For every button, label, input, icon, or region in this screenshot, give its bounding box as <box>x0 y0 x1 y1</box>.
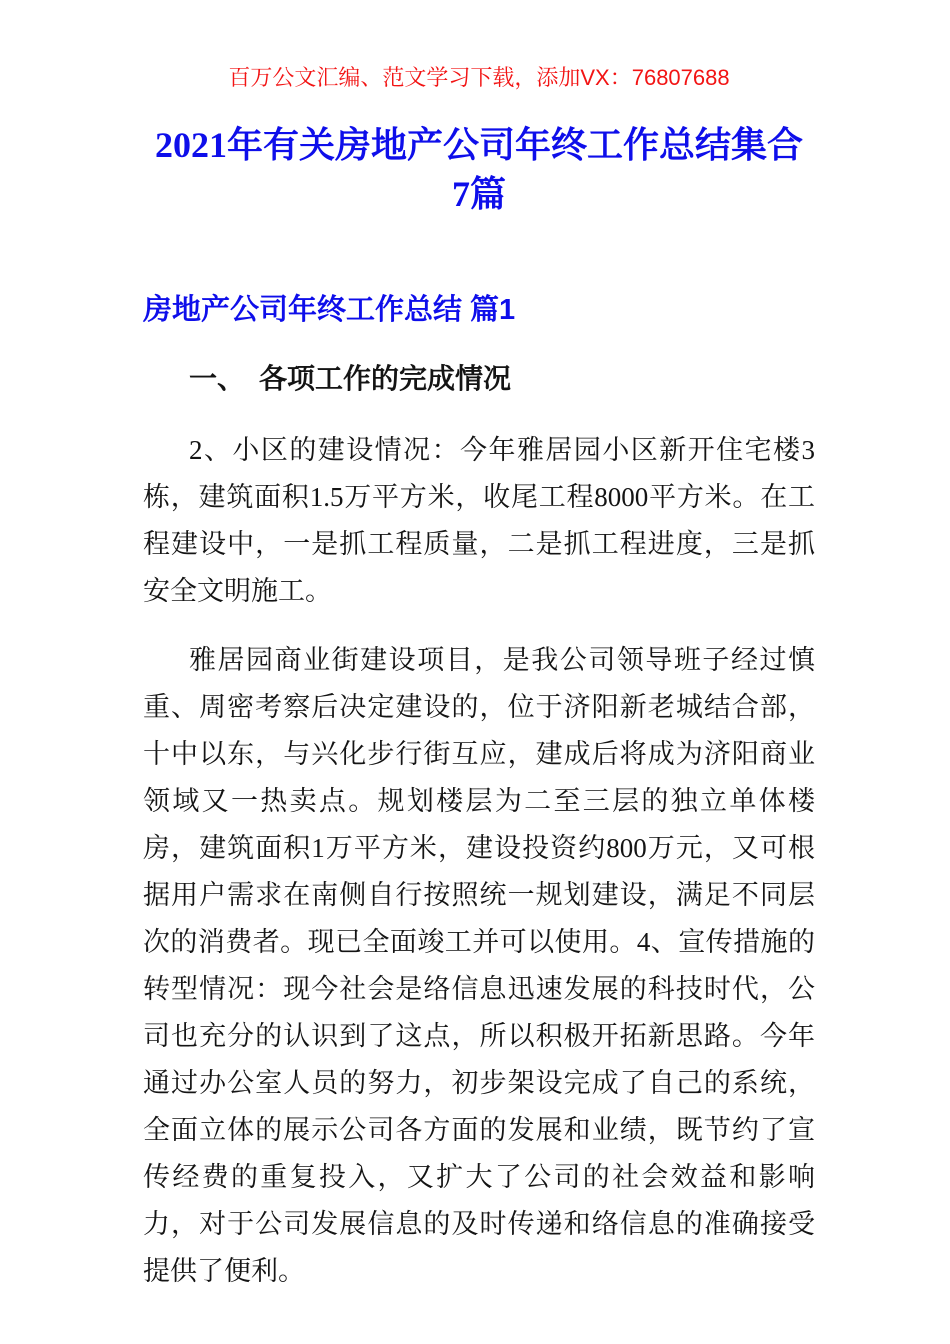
document-content <box>0 62 950 1295</box>
body-paragraph: 雅居园商业街建设项目，是我公司领导班子经过慎重、周密考察后决定建设的，位于济阳新老城结合部，十中以东，与兴化步行街互应，建成后将成为济阳商业领域又一热卖点。规划楼层为二至三层的独立单体楼房，建筑面积1万平方米，建设投资约800万元，又可根据用户需求在南侧自行按照统一规划建设，满足不同层次的消费者。现已全面竣工并可以使用。4、宣传措施的转型情况：现今社会是络信息迅速发展的科技时代，公司也充分的认识到了这点，所以积极开拓新思路。今年通过办公室人员的努力，初步架设完成了自己的系统，全面立体的展示公司各方面的发展和业绩，既节约了宣传经费的重复投入，又扩大了公司的社会效益和影响力，对于公司发展信息的及时传递和络信息的准确接受提供了便利。 <box>143 645 815 1286</box>
subsection-heading: 一、 各项工作的完成情况 <box>189 364 512 395</box>
document-title-line-1: 2021年有关房地产公司年终工作总结集合 <box>154 125 803 165</box>
document-title-line-2: 7篇 <box>451 174 506 214</box>
section-heading: 房地产公司年终工作总结 篇1 <box>143 294 516 326</box>
body-text <box>143 427 815 1295</box>
promo-banner: 百万公文汇编、范文学习下载，添加VX：76807688 <box>228 65 730 90</box>
body-paragraph: 2、小区的建设情况：今年雅居园小区新开住宅楼3栋，建筑面积1.5万平方米，收尾工程8000平方米。在工程建设中，一是抓工程质量，二是抓工程进度，三是抓安全文明施工。 <box>143 435 815 606</box>
document-title <box>143 121 815 219</box>
